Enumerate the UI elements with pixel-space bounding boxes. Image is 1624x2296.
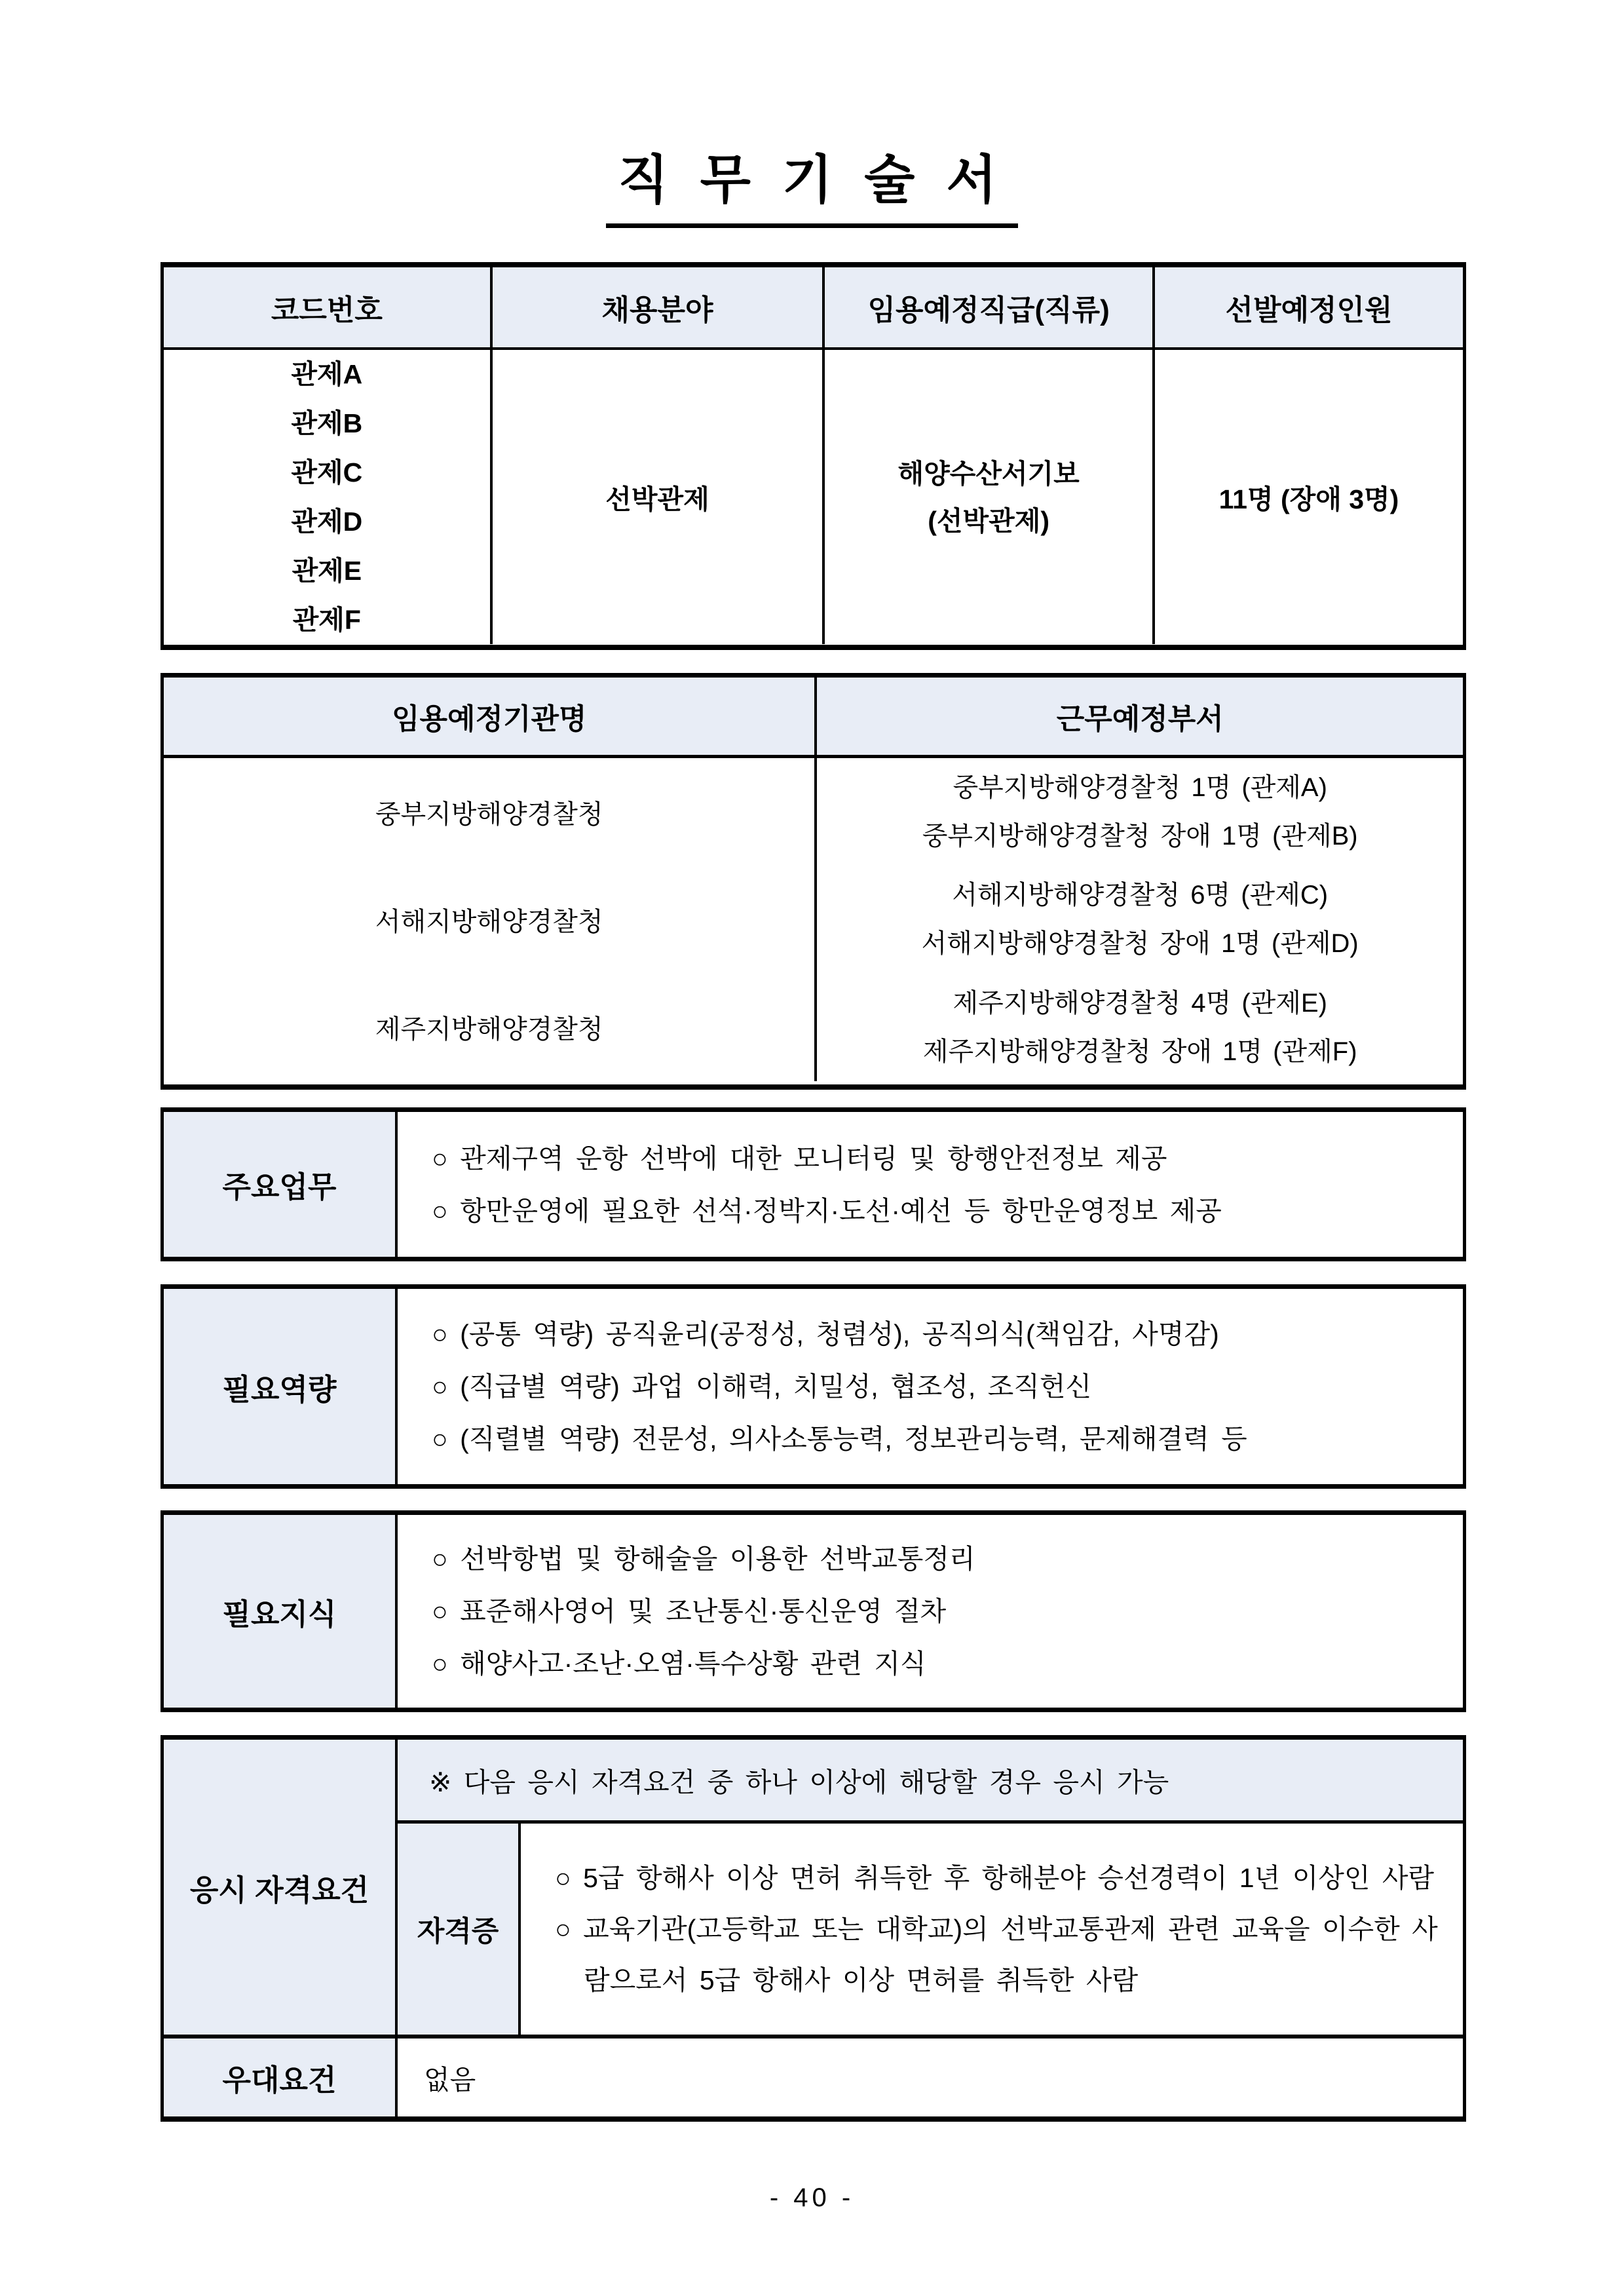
department-line: 제주지방해양경찰청 4명 (관제E) xyxy=(953,988,1327,1018)
code-item: 관제D xyxy=(291,506,363,537)
field-cell: 선박관제 xyxy=(493,350,825,644)
agency-cell: 중부지방해양경찰청 xyxy=(164,758,817,866)
header-code-number: 코드번호 xyxy=(164,267,493,347)
preference-label: 우대요건 xyxy=(164,2035,398,2116)
license-item: ○ 5급 항해사 이상 면허 취득한 후 항해분야 승선경력이 1년 이상인 사람 xyxy=(555,1863,1435,1893)
duty-item: ○ 항만운영에 필요한 선석·정박지·도선·예선 등 항만운영정보 제공 xyxy=(432,1195,1222,1226)
department-cell xyxy=(817,758,1463,866)
main-duties-content xyxy=(398,1112,1463,1257)
duty-item: ○ 관제구역 운항 선박에 대한 모니터링 및 항행안전정보 제공 xyxy=(432,1143,1167,1174)
title-container xyxy=(0,138,1624,228)
code-item: 관제F xyxy=(292,604,361,635)
required-competencies-content xyxy=(398,1289,1463,1484)
header-recruit-field: 채용분야 xyxy=(493,267,825,347)
eligibility-label: 응시 자격요건 xyxy=(164,1740,398,2035)
required-competencies-label: 필요역량 xyxy=(164,1289,398,1484)
code-item: 관제B xyxy=(291,408,363,438)
department-line: 중부지방해양경찰청 1명 (관제A) xyxy=(953,773,1327,803)
department-cell xyxy=(817,974,1463,1081)
knowledge-item: ○ 선박항법 및 항해술을 이용한 선박교통정리 xyxy=(432,1544,975,1574)
code-item: 관제A xyxy=(291,358,363,389)
preference-value: 없음 xyxy=(398,2035,1463,2116)
grade-line: (선박관제) xyxy=(928,505,1050,536)
eligibility-table xyxy=(161,1735,1466,2122)
department-line: 중부지방해양경찰청 장애 1명 (관제B) xyxy=(922,822,1358,851)
recruit-table xyxy=(161,262,1466,650)
code-item: 관제C xyxy=(291,457,363,488)
recruit-table-header-row xyxy=(164,267,1463,350)
header-grade: 임용예정직급(직류) xyxy=(825,267,1155,347)
grade-cell xyxy=(825,350,1155,644)
required-competencies-section xyxy=(161,1284,1466,1489)
license-label: 자격증 xyxy=(398,1824,521,2035)
header-agency: 임용예정기관명 xyxy=(164,678,817,755)
table-row xyxy=(164,974,1463,1081)
license-content xyxy=(521,1824,1463,2035)
quota-cell: 11명 (장애 3명) xyxy=(1218,484,1399,514)
assignment-table-header-row xyxy=(164,678,1463,758)
department-line: 서해지방해양경찰청 6명 (관제C) xyxy=(952,881,1329,910)
competency-item: ○ (직렬별 역량) 전문성, 의사소통능력, 정보관리능력, 문제해결력 등 xyxy=(432,1424,1247,1454)
license-item: ○ 교육기관(고등학교 또는 대학교)의 선박교통관제 관련 교육을 이수한 사람으로서 5급 항해사 이상 면허를 취득한 사람 xyxy=(555,1914,1438,1995)
required-knowledge-section xyxy=(161,1510,1466,1712)
required-knowledge-content xyxy=(398,1515,1463,1708)
department-line: 서해지방해양경찰청 장애 1명 (관제D) xyxy=(921,929,1359,959)
competency-item: ○ (공통 역량) 공직윤리(공정성, 청렴성), 공직의식(책임감, 사명감) xyxy=(432,1319,1219,1349)
grade-line: 해양수산서기보 xyxy=(897,458,1080,489)
assignment-table-body xyxy=(164,758,1463,1081)
main-duties-section xyxy=(161,1107,1466,1261)
main-duties-label: 주요업무 xyxy=(164,1112,398,1257)
header-quota: 선발예정인원 xyxy=(1225,294,1393,326)
department-cell xyxy=(817,866,1463,973)
knowledge-item: ○ 해양사고·조난·오염·특수상황 관련 지식 xyxy=(432,1649,926,1679)
recruit-table-body-row xyxy=(164,350,1463,644)
required-knowledge-label: 필요지식 xyxy=(164,1515,398,1708)
assignment-table xyxy=(161,673,1466,1090)
agency-cell: 서해지방해양경찰청 xyxy=(164,866,817,973)
competency-item: ○ (직급별 역량) 과업 이해력, 치밀성, 협조성, 조직헌신 xyxy=(432,1371,1092,1402)
page-title: 직 무 기 술 서 xyxy=(606,138,1017,228)
code-list-cell xyxy=(164,350,493,644)
header-department: 근무예정부서 xyxy=(1056,703,1224,735)
table-row xyxy=(164,758,1463,866)
knowledge-item: ○ 표준해사영어 및 조난통신·통신운영 절차 xyxy=(432,1596,947,1626)
page-number: - 40 - xyxy=(769,2183,855,2212)
agency-cell: 제주지방해양경찰청 xyxy=(164,974,817,1081)
code-item: 관제E xyxy=(292,555,362,586)
eligibility-note: ※ 다음 응시 자격요건 중 하나 이상에 해당할 경우 응시 가능 xyxy=(398,1740,1463,1824)
department-line: 제주지방해양경찰청 장애 1명 (관제F) xyxy=(922,1037,1357,1066)
table-row xyxy=(164,866,1463,973)
